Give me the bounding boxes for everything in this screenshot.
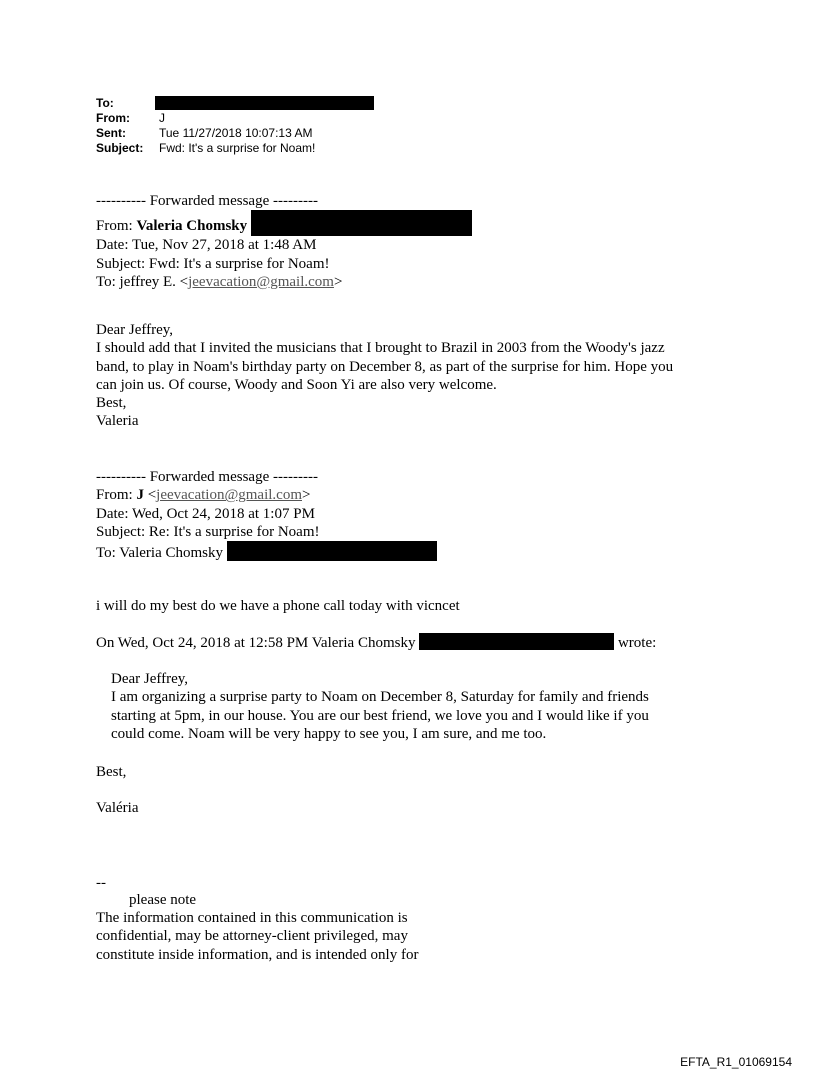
forward-divider: ---------- Forwarded message ---------: [96, 193, 318, 209]
quoted-line: could come. Noam will be very happy to see you, I am sure, and me too.: [111, 725, 547, 742]
fwd1-from: [96, 210, 472, 236]
body1-greeting: Dear Jeffrey,: [96, 322, 174, 338]
subject-label: Subject:: [96, 141, 144, 155]
sent-label: Sent:: [96, 126, 126, 140]
fwd2-from: [96, 486, 437, 504]
body1-line: band, to play in Noam's birthday party on December 8, as part of the surprise for him. Hope you: [96, 358, 674, 375]
fwd1-from-prefix: From:: [96, 218, 137, 235]
fwd2-subject: Subject: Re: It's a surprise for Noam!: [96, 523, 320, 540]
redaction-bar: [227, 541, 437, 561]
quote-attribution: [96, 633, 656, 652]
body1-signature: Valeria: [96, 413, 139, 430]
redaction-bar: [155, 96, 374, 110]
quoted-closing: Best,: [96, 764, 127, 780]
quoted-line: I am organizing a surprise party to Noam on December 8, Saturday for family and friends: [111, 689, 649, 706]
quoted-signature: Valéria: [96, 800, 139, 816]
fwd1-date: Date: Tue, Nov 27, 2018 at 1:48 AM: [96, 237, 317, 254]
body1-line: can join us. Of course, Woody and Soon Yi are also very welcome.: [96, 376, 497, 393]
reply-text: i will do my best do we have a phone call today with vicncet: [96, 598, 460, 614]
forward-divider: ---------- Forwarded message ---------: [96, 469, 318, 485]
sig-note: please note: [129, 892, 197, 908]
fwd2-to-prefix: To: Valeria Chomsky: [96, 545, 227, 562]
fwd1-to-suffix: >: [333, 273, 343, 290]
sig-dashes: --: [96, 875, 106, 891]
fwd2-date: Date: Wed, Oct 24, 2018 at 1:07 PM: [96, 505, 315, 522]
message-body-1: [96, 321, 673, 431]
from-value: J: [159, 111, 165, 125]
subject-value: Fwd: It's a surprise for Noam!: [159, 141, 316, 155]
sent-value: Tue 11/27/2018 10:07:13 AM: [159, 126, 313, 140]
email-header: [96, 96, 374, 156]
fwd1-to: [96, 273, 472, 291]
forwarded-message-1: [96, 192, 472, 291]
header-to-row: [96, 96, 374, 111]
body1-line: I should add that I invited the musicians that I brought to Brazil in 2003 from the Woody's jazz: [96, 340, 665, 357]
header-sent-row: [96, 126, 374, 141]
forwarded-message-2: [96, 468, 437, 562]
from-label: From:: [96, 111, 130, 125]
fwd1-to-prefix: To: jeffrey E. <: [96, 273, 189, 290]
body1-closing: Best,: [96, 395, 127, 412]
fwd2-from-prefix: From:: [96, 487, 137, 504]
header-subject-row: [96, 141, 374, 156]
email-link[interactable]: jeevacation@gmail.com: [188, 273, 334, 290]
fwd1-from-name: Valeria Chomsky: [136, 218, 248, 235]
on-suffix: wrote:: [614, 635, 657, 651]
fwd2-from-name: J: [136, 487, 144, 504]
fwd1-subject: Subject: Fwd: It's a surprise for Noam!: [96, 255, 330, 272]
fwd2-to: [96, 541, 437, 562]
quoted-message: [111, 670, 649, 743]
disclaimer-line: constitute inside information, and is intended only for: [96, 946, 419, 963]
quoted-greeting: Dear Jeffrey,: [111, 671, 189, 687]
disclaimer: [96, 909, 418, 964]
disclaimer-line: The information contained in this communication is: [96, 910, 408, 926]
fwd2-email-open: <: [143, 487, 157, 504]
on-prefix: On Wed, Oct 24, 2018 at 12:58 PM Valeria Chomsky: [96, 635, 420, 651]
disclaimer-line: confidential, may be attorney-client privileged, may: [96, 928, 408, 945]
header-from-row: [96, 111, 374, 126]
document-id: EFTA_R1_01069154: [680, 1055, 792, 1069]
redaction-bar: [419, 633, 614, 650]
fwd2-email-close: >: [302, 487, 311, 504]
redaction-bar: [251, 210, 472, 236]
quoted-line: starting at 5pm, in our house. You are our best friend, we love you and I would like if you: [111, 707, 649, 724]
to-label: To:: [96, 96, 114, 110]
email-link[interactable]: jeevacation@gmail.com: [156, 487, 302, 504]
